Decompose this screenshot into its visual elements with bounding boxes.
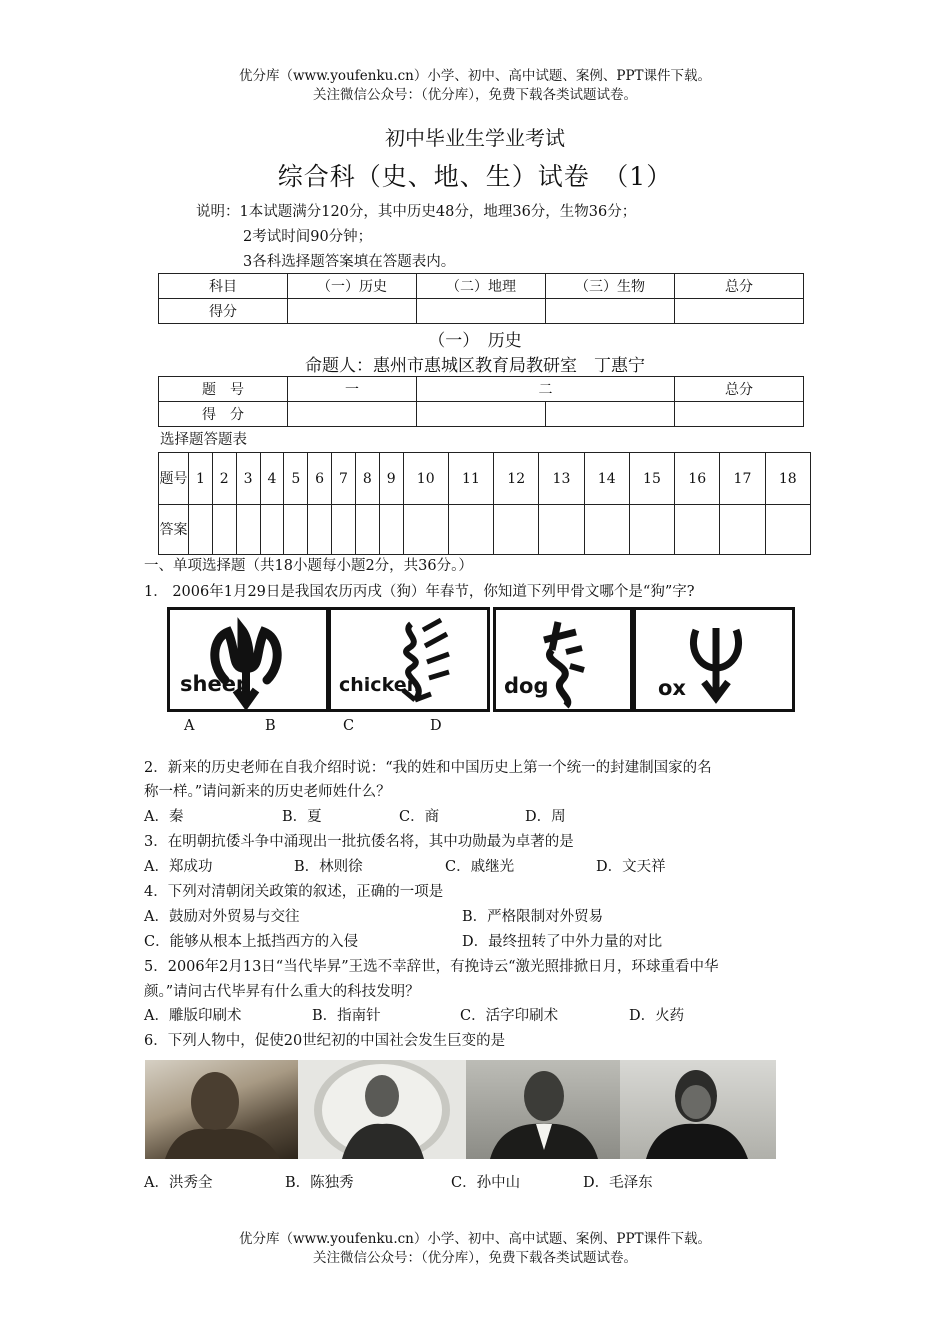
header-line-1: 优分库（www.youfenku.cn）小学、初中、高中试题、案例、PPT课件下载。: [238, 68, 712, 84]
q5-option-d[interactable]: D．火药: [629, 1008, 685, 1024]
answer-cell[interactable]: [332, 505, 356, 555]
score-header-biology: （三）生物: [546, 274, 675, 299]
answer-number: 3: [236, 453, 260, 505]
q1-option-a[interactable]: A: [184, 718, 195, 734]
q4-option-d[interactable]: D．最终扭转了中外力量的对比: [462, 934, 663, 950]
answer-table-caption: 选择题答题表: [160, 432, 247, 448]
portrait-photo-c: [466, 1060, 620, 1159]
answer-cell[interactable]: [629, 505, 674, 555]
answer-number: 4: [260, 453, 284, 505]
q2-option-d[interactable]: D．周: [525, 809, 566, 825]
score-table: [158, 273, 804, 324]
answer-number: 13: [539, 453, 584, 505]
answer-number: 8: [355, 453, 379, 505]
score-header-subject: 科目: [159, 274, 288, 299]
q3-option-c[interactable]: C．戚继光: [445, 859, 515, 875]
q5-option-a[interactable]: A．雕版印刷术: [144, 1008, 242, 1024]
score-cell-biology[interactable]: [546, 299, 675, 324]
glyph-label-dog: dog: [504, 674, 549, 698]
q1-option-b[interactable]: B: [265, 718, 276, 734]
oracle-glyph-sheep: [167, 607, 329, 712]
note-1: 说明：1本试题满分120分，其中历史48分，地理36分，生物36分；: [196, 204, 637, 220]
answer-cell[interactable]: [189, 505, 213, 555]
answer-cell[interactable]: [765, 505, 810, 555]
answer-cell[interactable]: [720, 505, 765, 555]
answer-number: 12: [494, 453, 539, 505]
q2-option-b[interactable]: B．夏: [282, 809, 322, 825]
answer-cell[interactable]: [355, 505, 379, 555]
suit-portrait-icon: [466, 1060, 620, 1159]
statue-portrait-icon: [145, 1060, 298, 1159]
answer-cell[interactable]: [539, 505, 584, 555]
q6-option-a[interactable]: A．洪秀全: [144, 1175, 213, 1191]
hist-score-part2a[interactable]: [417, 402, 546, 427]
score-row-label: 得分: [159, 299, 288, 324]
answer-cell[interactable]: [212, 505, 236, 555]
footer-line-2: 关注微信公众号：（优分库），免费下载各类试题试卷。: [313, 1250, 637, 1266]
score-header-history: （一）历史: [288, 274, 417, 299]
answer-cell[interactable]: [236, 505, 260, 555]
q2-option-c[interactable]: C．商: [399, 809, 440, 825]
answer-number: 10: [403, 453, 448, 505]
note-3: 3各科选择题答案填在答题表内。: [243, 254, 456, 270]
footer-line-1: 优分库（www.youfenku.cn）小学、初中、高中试题、案例、PPT课件下载。: [238, 1231, 712, 1247]
hist-score-part2b[interactable]: [546, 402, 675, 427]
q5-option-b[interactable]: B．指南针: [312, 1008, 381, 1024]
q2-text-line2: 称一样。”请问新来的历史老师姓什么？: [144, 784, 391, 800]
answer-row2-label: 答案: [159, 505, 189, 555]
answer-number: 16: [675, 453, 720, 505]
hist-header-part1: 一: [288, 377, 417, 402]
portrait-photo-d: [620, 1060, 776, 1159]
q5-text-line2: 颜。”请问古代毕昇有什么重大的科技发明？: [144, 984, 420, 1000]
exam-subtitle: 综合科（史、地、生）试卷 （1）: [277, 162, 673, 191]
q5-option-c[interactable]: C．活字印刷术: [460, 1008, 559, 1024]
answer-cell[interactable]: [403, 505, 448, 555]
history-score-table: [158, 376, 804, 427]
hist-score-label: 得 分: [159, 402, 288, 427]
history-author: 命题人：惠州市惠城区教育局教研室 丁惠宁: [305, 356, 645, 376]
score-cell-history[interactable]: [288, 299, 417, 324]
q1-option-c[interactable]: C: [343, 718, 355, 734]
q3-option-d[interactable]: D．文天祥: [596, 859, 666, 875]
score-header-geography: （二）地理: [417, 274, 546, 299]
exam-title: 初中毕业生学业考试: [385, 126, 565, 150]
portrait-photo-a: [145, 1060, 298, 1159]
oracle-glyph-dog: [493, 607, 633, 712]
q6-option-c[interactable]: C．孙中山: [451, 1175, 521, 1191]
q4-option-a[interactable]: A．鼓励对外贸易与交往: [144, 909, 300, 925]
q1-text: 1． 2006年1月29日是我国农历丙戌（狗）年春节，你知道下列甲骨文哪个是“狗”字?: [144, 584, 695, 600]
answer-cell[interactable]: [494, 505, 539, 555]
answer-cell[interactable]: [260, 505, 284, 555]
answer-cell[interactable]: [308, 505, 332, 555]
young-portrait-icon: [620, 1060, 776, 1159]
q2-option-a[interactable]: A．秦: [144, 809, 184, 825]
answer-number: 14: [584, 453, 629, 505]
glyph-label-ox: ox: [658, 676, 686, 700]
q4-option-b[interactable]: B．严格限制对外贸易: [462, 909, 604, 925]
q3-text: 3．在明朝抗倭斗争中涌现出一批抗倭名将，其中功勋最为卓著的是: [144, 834, 574, 850]
oracle-glyph-ox: [633, 607, 795, 712]
part1-title: 一、单项选择题（共18小题每小题2分，共36分。）: [144, 558, 473, 574]
q6-text: 6．下列人物中，促使20世纪初的中国社会发生巨变的是: [144, 1033, 506, 1049]
answer-number: 15: [629, 453, 674, 505]
q4-option-c[interactable]: C．能够从根本上抵挡西方的入侵: [144, 934, 359, 950]
hist-score-part1[interactable]: [288, 402, 417, 427]
answer-cell[interactable]: [284, 505, 308, 555]
note-2: 2考试时间90分钟；: [243, 229, 373, 245]
answer-cell[interactable]: [448, 505, 493, 555]
oracle-glyph-chicken: [328, 607, 490, 712]
q1-option-d[interactable]: D: [430, 718, 442, 734]
answer-number: 9: [379, 453, 403, 505]
q3-option-b[interactable]: B．林则徐: [294, 859, 363, 875]
score-cell-geography[interactable]: [417, 299, 546, 324]
answer-cell[interactable]: [379, 505, 403, 555]
q3-option-a[interactable]: A．郑成功: [144, 859, 213, 875]
answer-cell[interactable]: [584, 505, 629, 555]
score-header-total: 总分: [675, 274, 804, 299]
hist-header-part2: 二: [417, 377, 675, 402]
oval-portrait-icon: [298, 1060, 466, 1159]
q6-option-b[interactable]: B．陈独秀: [285, 1175, 354, 1191]
history-section-title: （一） 历史: [428, 331, 522, 351]
answer-cell[interactable]: [675, 505, 720, 555]
answer-row1-label: 题号: [159, 453, 189, 505]
answer-number: 17: [720, 453, 765, 505]
hist-header-number: 题 号: [159, 377, 288, 402]
q2-text-line1: 2．新来的历史老师在自我介绍时说：“我的姓和中国历史上第一个统一的封建制国家的名: [144, 760, 712, 776]
q6-option-d[interactable]: D．毛泽东: [583, 1175, 653, 1191]
answer-number: 5: [284, 453, 308, 505]
glyph-label-chicken: chicken: [339, 674, 421, 696]
q4-text: 4．下列对清朝闭关政策的叙述，正确的一项是: [144, 884, 444, 900]
answer-number: 1: [189, 453, 213, 505]
hist-header-total: 总分: [675, 377, 804, 402]
answer-number: 6: [308, 453, 332, 505]
answer-number: 11: [448, 453, 493, 505]
glyph-label-sheep: sheep: [180, 672, 251, 696]
hist-score-total[interactable]: [675, 402, 804, 427]
answer-number: 7: [332, 453, 356, 505]
score-cell-total[interactable]: [675, 299, 804, 324]
answer-table: [158, 452, 811, 555]
answer-number: 18: [765, 453, 810, 505]
header-line-2: 关注微信公众号：（优分库），免费下载各类试题试卷。: [313, 87, 637, 103]
answer-number: 2: [212, 453, 236, 505]
q5-text-line1: 5．2006年2月13日“当代毕昇”王选不幸辞世，有挽诗云“激光照排掀日月，环球重看中华: [144, 959, 719, 975]
portrait-photo-b: [298, 1060, 466, 1159]
